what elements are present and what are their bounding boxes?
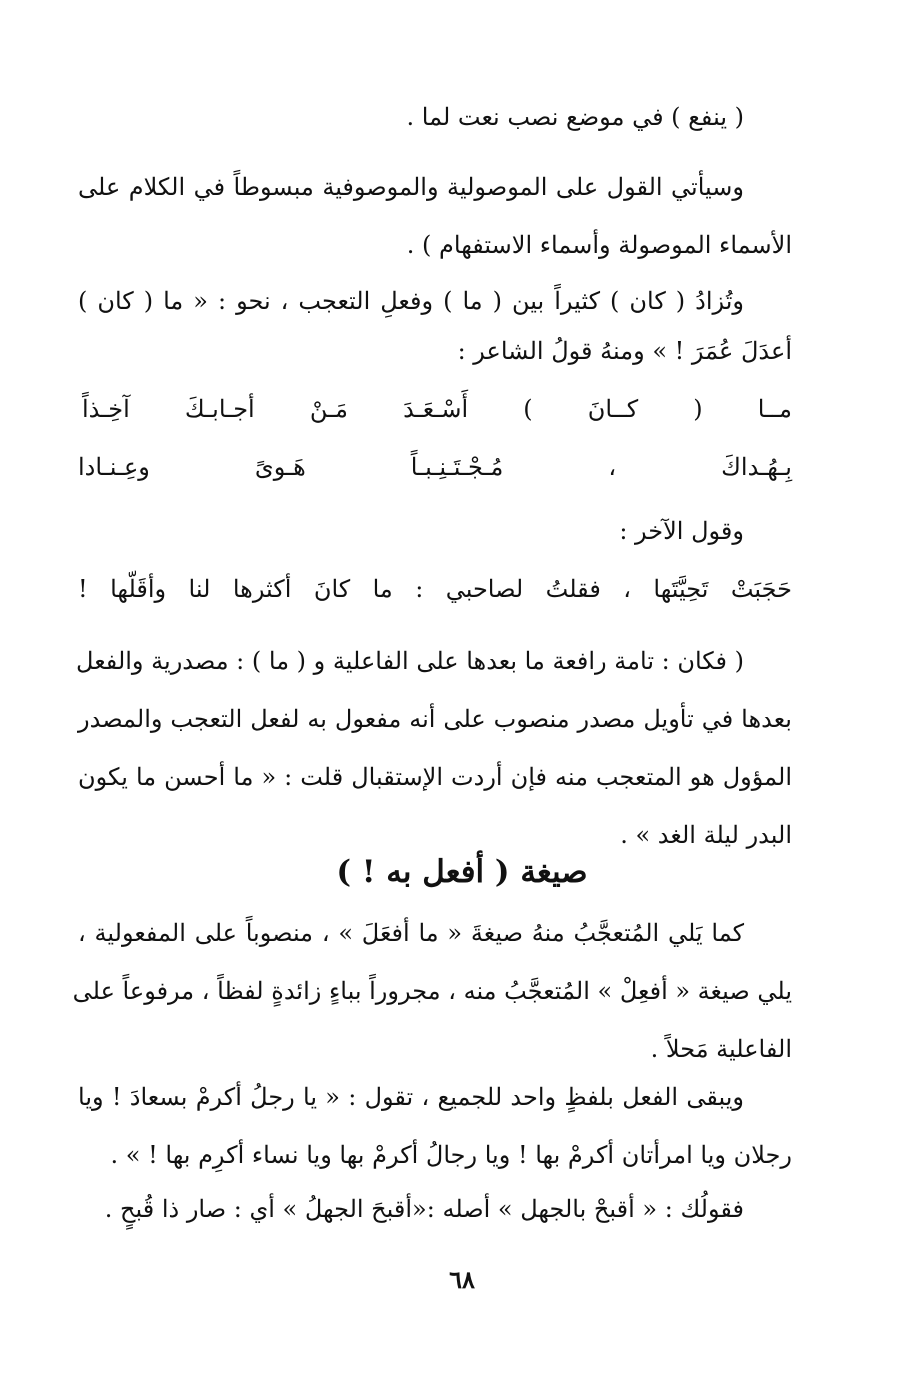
paragraph-6: [72, 904, 792, 1078]
text-line: وسيأتي القول على الموصولية والموصوفية مبسوطاً في الكلام على: [78, 173, 744, 201]
text-line: وقول الآخر :: [619, 517, 744, 545]
text-line: المؤول هو المتعجب منه فإن أردت الإستقبال قلت : « ما أحسن ما يكون: [78, 763, 792, 791]
text-line: بعدها في تأويل مصدر منصوب على أنه مفعول به لفعل التعجب والمصدر: [78, 705, 792, 733]
paragraph-2: [78, 158, 792, 274]
text-line: ( ينفع ) في موضع نصب نعت لما .: [406, 103, 744, 131]
text-line: ( فكان : تامة رافعة ما بعدها على الفاعلية و ( ما ) : مصدرية والفعل: [76, 647, 744, 675]
paragraph-8: [78, 1180, 792, 1238]
page-number: ٦٨: [449, 1265, 475, 1294]
verse-hemistich: بِـهُـداكَ ، مُـجْـتَـنِـبـاً هَـوىً وعِـنـادا: [78, 453, 792, 481]
text-line: البدر ليلة الغد » .: [620, 821, 792, 849]
text-line: يلي صيغة « أفعِلْ » المُتعجَّبُ منه ، مجروراً بباءٍ زائدةٍ لفظاً ، مرفوعاً على: [72, 977, 792, 1005]
section-heading: صيغة ( أفعل به ! ): [336, 854, 588, 890]
paragraph-3: [78, 272, 792, 372]
verse-1: [78, 380, 792, 496]
verse-2: [78, 560, 792, 618]
text-line: الفاعلية مَحلاً .: [650, 1035, 792, 1063]
text-line: ويبقى الفعل بلفظٍ واحد للجميع ، تقول : « يا رجلُ أكرمْ بسعادَ ! ويا: [78, 1083, 744, 1111]
paragraph-1: [78, 88, 792, 146]
text-line: وتُزادُ ( كان ) كثيراً بين ( ما ) وفعلِ التعجب ، نحو : « ما ( كان ): [78, 287, 744, 315]
text-line: أعدَلَ عُمَرَ ! » ومنهُ قولُ الشاعر :: [457, 337, 792, 365]
verse-hemistich: مــا ( كــانَ ) أَسْـعَـدَ مَـنْ أجـابـكَ آخِـذاً: [82, 395, 792, 423]
text-line: الأسماء الموصولة وأسماء الاستفهام ) .: [406, 231, 792, 259]
text-line: كما يَلي المُتعجَّبُ منهُ صيغةَ « ما أفعَلَ » ، منصوباً على المفعولية ،: [78, 919, 744, 947]
paragraph-4: [78, 502, 792, 560]
text-line: فقولُك : « أقبحْ بالجهل » أصله :«أقبحَ الجهلُ » أي : صار ذا قُبحٍ .: [104, 1195, 744, 1223]
paragraph-7: [78, 1068, 792, 1184]
paragraph-5: [78, 632, 792, 864]
verse-line: حَجَبَتْ تَحِيَّتَها ، فقلتُ لصاحبي : ما كانَ أكثرها لنا وأقَلّها !: [78, 575, 792, 603]
text-line: رجلان ويا امرأتان أكرمْ بها ! ويا رجالُ أكرمْ بها ويا نساء أكرِم بها ! » .: [110, 1141, 792, 1169]
